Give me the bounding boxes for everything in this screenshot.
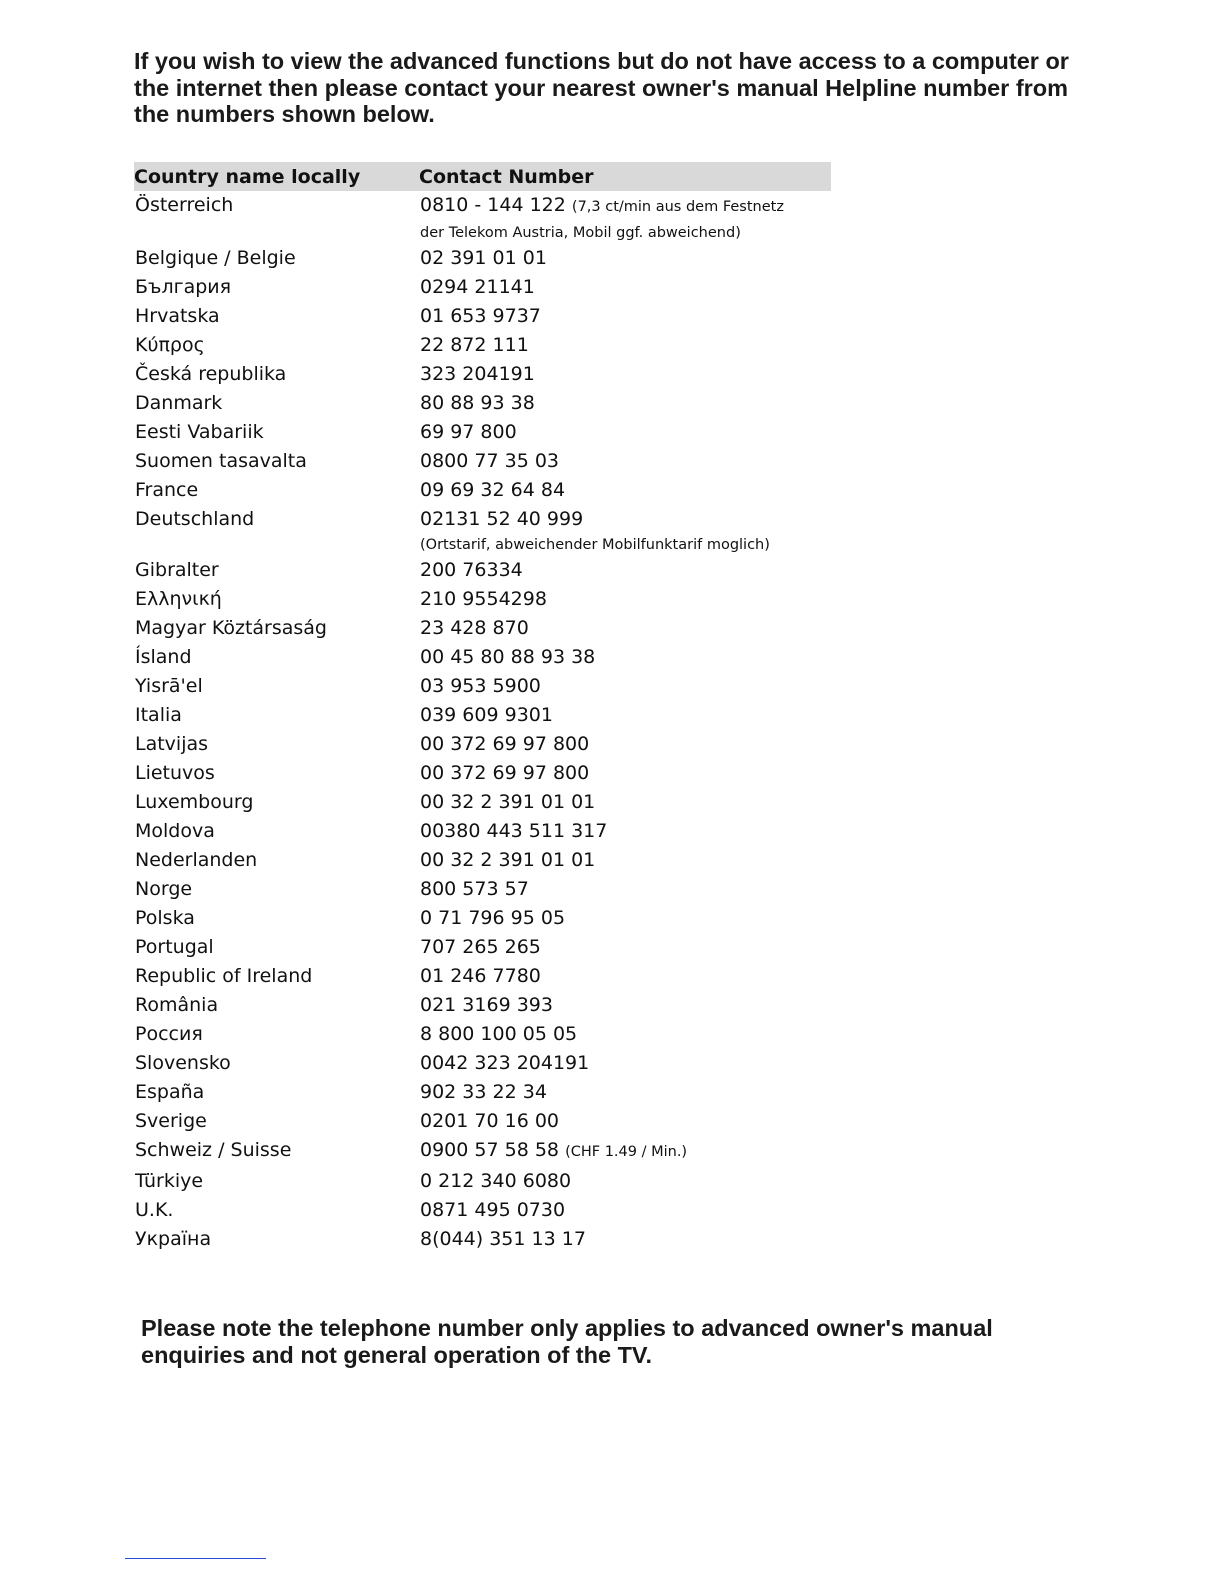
contact-cell — [420, 302, 831, 331]
table-row — [134, 643, 831, 672]
contact-cell — [420, 701, 831, 730]
rate-note: (CHF 1.49 / Min.) — [565, 1144, 688, 1160]
country-name: Luxembourg — [135, 791, 254, 813]
contact-cell — [420, 817, 831, 846]
country-name: Schweiz / Suisse — [135, 1139, 292, 1161]
table-body — [134, 191, 831, 1254]
contact-cell — [420, 556, 831, 585]
table-row — [134, 505, 831, 556]
contact-number: 039 609 9301 — [420, 704, 553, 726]
footnote-rule — [125, 1558, 266, 1559]
rate-note: (7,3 ct/min aus dem Festnetz — [571, 199, 784, 215]
country-name: Portugal — [135, 936, 214, 958]
contact-number: 00 372 69 97 800 — [420, 762, 590, 784]
country-name: Hrvatska — [135, 305, 220, 327]
country-name: Republic of Ireland — [135, 965, 313, 987]
country-name: Österreich — [135, 194, 234, 216]
country-name: Italia — [135, 704, 182, 726]
contact-cell — [420, 585, 831, 614]
contact-number: 00380 443 511 317 — [420, 820, 608, 842]
country-name: Türkiye — [135, 1170, 204, 1192]
country-name: Latvijas — [135, 733, 209, 755]
contact-cell — [420, 389, 831, 418]
contact-cell — [420, 1078, 831, 1107]
table-row — [134, 273, 831, 302]
contact-number: 0800 77 35 03 — [420, 450, 560, 472]
contact-number: 021 3169 393 — [420, 994, 553, 1016]
contact-number: 902 33 22 34 — [420, 1081, 547, 1103]
table-row — [134, 933, 831, 962]
contact-number: 02 391 01 01 — [420, 247, 547, 269]
contact-cell — [420, 418, 831, 447]
country-name: Eesti Vabariik — [135, 421, 264, 443]
country-name: Sverige — [135, 1110, 207, 1132]
table-row — [134, 788, 831, 817]
rate-note-line: der Telekom Austria, Mobil ggf. abweichend) — [420, 225, 741, 241]
contact-number: 8(044) 351 13 17 — [420, 1228, 586, 1250]
contact-cell — [420, 788, 831, 817]
country-name: U.K. — [135, 1199, 174, 1221]
contact-number: 323 204191 — [420, 363, 535, 385]
contact-number: 01 246 7780 — [420, 965, 541, 987]
table-row — [134, 418, 831, 447]
table-row — [134, 191, 831, 244]
country-name: Česká republika — [135, 363, 287, 385]
contact-number: 01 653 9737 — [420, 305, 541, 327]
country-name: Ελληνική — [135, 588, 222, 610]
contact-number: 0 71 796 95 05 — [420, 907, 566, 929]
table-row — [134, 817, 831, 846]
contact-number: 8 800 100 05 05 — [420, 1023, 578, 1045]
contact-cell — [420, 933, 831, 962]
contact-number: 22 872 111 — [420, 334, 529, 356]
country-name: Lietuvos — [135, 762, 215, 784]
table-row — [134, 1167, 831, 1196]
contact-number: 707 265 265 — [420, 936, 541, 958]
contact-cell — [420, 846, 831, 875]
contact-cell — [420, 904, 831, 933]
contact-cell — [420, 962, 831, 991]
table-row — [134, 991, 831, 1020]
country-name: Ísland — [135, 646, 192, 668]
table-row — [134, 1225, 831, 1254]
table-row — [134, 556, 831, 585]
contact-cell — [420, 331, 831, 360]
contact-cell — [420, 1225, 831, 1254]
table-row — [134, 447, 831, 476]
rate-note-line: (Ortstarif, abweichender Mobilfunktarif moglich) — [420, 537, 770, 553]
contact-number: 00 32 2 391 01 01 — [420, 791, 596, 813]
country-name: Россия — [135, 1023, 203, 1045]
contact-cell — [420, 1196, 831, 1225]
header-contact-number: Contact Number — [419, 165, 594, 188]
country-name: Nederlanden — [135, 849, 258, 871]
contact-cell — [420, 875, 831, 904]
contact-number: 0 212 340 6080 — [420, 1170, 572, 1192]
country-name: Κύπρος — [135, 334, 205, 356]
country-name: Belgique / Belgie — [135, 247, 296, 269]
contact-number: 23 428 870 — [420, 617, 529, 639]
table-row — [134, 1107, 831, 1136]
contact-number: 69 97 800 — [420, 421, 517, 443]
table-row — [134, 331, 831, 360]
contact-number: 09 69 32 64 84 — [420, 479, 566, 501]
contact-cell — [420, 447, 831, 476]
contact-cell — [420, 991, 831, 1020]
contact-number: 210 9554298 — [420, 588, 547, 610]
country-name: Slovensko — [135, 1052, 231, 1074]
contact-number: 0294 21141 — [420, 276, 535, 298]
table-row — [134, 1196, 831, 1225]
contact-number: 03 953 5900 — [420, 675, 541, 697]
table-row — [134, 1136, 831, 1167]
contact-cell — [420, 360, 831, 389]
country-name: Magyar Köztársaság — [135, 617, 327, 639]
country-name: Deutschland — [135, 508, 255, 530]
table-row — [134, 1020, 831, 1049]
helpline-table — [134, 162, 831, 1254]
contact-number: 0900 57 58 58 — [420, 1139, 560, 1161]
contact-cell — [420, 1049, 831, 1078]
contact-number: 200 76334 — [420, 559, 523, 581]
country-name: Polska — [135, 907, 195, 929]
contact-number: 0871 495 0730 — [420, 1199, 566, 1221]
contact-cell — [420, 730, 831, 759]
country-name: România — [135, 994, 219, 1016]
table-row — [134, 476, 831, 505]
contact-number: 00 32 2 391 01 01 — [420, 849, 596, 871]
contact-cell — [420, 244, 831, 273]
header-country: Country name locally — [134, 165, 361, 188]
country-name: Gibralter — [135, 559, 219, 581]
contact-number: 02131 52 40 999 — [420, 508, 584, 530]
contact-number: 00 45 80 88 93 38 — [420, 646, 596, 668]
contact-number: 800 573 57 — [420, 878, 529, 900]
contact-cell — [420, 505, 831, 556]
intro-paragraph: If you wish to view the advanced functions but do not have access to a computer or the internet then please contact your nearest owner's manual Helpline number from the numbers shown below. — [134, 48, 1069, 127]
table-row — [134, 360, 831, 389]
contact-cell — [420, 1107, 831, 1136]
country-name: Norge — [135, 878, 193, 900]
table-row — [134, 1078, 831, 1107]
table-row — [134, 614, 831, 643]
table-row — [134, 962, 831, 991]
table-row — [134, 846, 831, 875]
country-name: Suomen tasavalta — [135, 450, 307, 472]
country-name: España — [135, 1081, 205, 1103]
contact-cell — [420, 1020, 831, 1049]
country-name: Yisrā'el — [135, 675, 203, 697]
contact-number: 0042 323 204191 — [420, 1052, 590, 1074]
contact-number: 80 88 93 38 — [420, 392, 535, 414]
table-row — [134, 1049, 831, 1078]
table-row — [134, 302, 831, 331]
country-name: Moldova — [135, 820, 215, 842]
contact-cell — [420, 1136, 831, 1167]
table-row — [134, 672, 831, 701]
table-row — [134, 875, 831, 904]
table-row — [134, 701, 831, 730]
table-row — [134, 389, 831, 418]
contact-number: 00 372 69 97 800 — [420, 733, 590, 755]
contact-number: 0810 - 144 122 — [420, 194, 566, 216]
table-row — [134, 244, 831, 273]
country-name: Danmark — [135, 392, 223, 414]
contact-cell — [420, 476, 831, 505]
contact-cell — [420, 614, 831, 643]
footer-note: Please note the telephone number only applies to advanced owner's manual enquiries and not general operation of the TV. — [141, 1315, 993, 1368]
table-header — [134, 162, 831, 191]
country-name: Україна — [135, 1228, 212, 1250]
contact-cell — [420, 1167, 831, 1196]
country-name: България — [135, 276, 232, 298]
contact-cell — [420, 759, 831, 788]
table-row — [134, 730, 831, 759]
contact-cell — [420, 643, 831, 672]
table-row — [134, 585, 831, 614]
contact-cell — [420, 672, 831, 701]
contact-cell — [420, 191, 831, 244]
contact-cell — [420, 273, 831, 302]
country-name: France — [135, 479, 199, 501]
table-row — [134, 759, 831, 788]
contact-number: 0201 70 16 00 — [420, 1110, 560, 1132]
table-row — [134, 904, 831, 933]
